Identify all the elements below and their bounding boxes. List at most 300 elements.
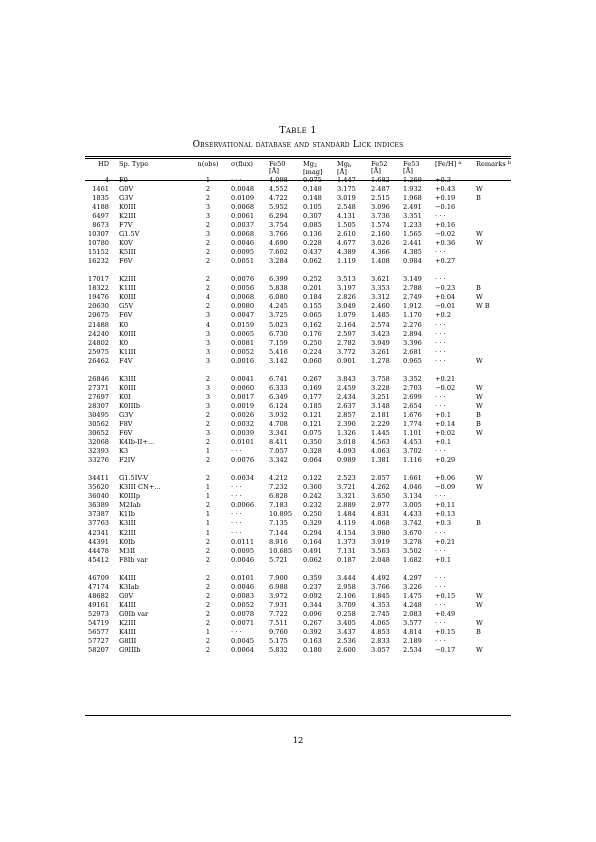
fe53-value: 1.565	[403, 230, 422, 239]
feh-value: · · ·	[435, 275, 446, 284]
fe52-value: 3.766	[371, 582, 390, 591]
feh-value: · · ·	[435, 212, 446, 220]
hd-number: 4	[104, 175, 109, 184]
fe50-value: 6.080	[269, 293, 288, 302]
col-hd: HD	[97, 160, 109, 168]
table-row	[85, 284, 511, 293]
remarks	[473, 176, 511, 185]
remarks	[473, 212, 511, 221]
fe50-value: 10.685	[269, 546, 293, 555]
mgb-value: 2.826	[337, 293, 356, 302]
fe52-value: 2.057	[371, 474, 390, 483]
lick-indices-table	[85, 161, 511, 655]
mg2-value: 0.250	[303, 510, 322, 519]
fe50-value: 3.754	[269, 221, 288, 230]
feh-value: +0.02	[435, 429, 456, 438]
spectral-type: K5III	[119, 248, 136, 257]
hd-number: 58207	[88, 646, 109, 655]
table-body	[85, 176, 511, 655]
mg2-value: 0.294	[303, 528, 322, 537]
remarks	[473, 275, 511, 284]
mg2-value: 0.201	[303, 284, 322, 293]
fe53-value: 4.814	[403, 627, 422, 636]
spectral-type: K0I	[119, 392, 131, 401]
spectral-type: K2III	[119, 275, 136, 284]
mg2-value: 0.136	[303, 230, 322, 239]
remarks: W	[476, 230, 483, 239]
mgb-value: 1.505	[337, 221, 356, 230]
n-obs: 1	[205, 510, 211, 519]
hd-number: 44478	[88, 546, 109, 555]
mgb-value: 4.131	[337, 212, 356, 220]
hd-number: 16232	[88, 257, 109, 266]
mgb-value: 2.459	[337, 383, 356, 392]
remarks: W	[476, 646, 483, 655]
n-obs: 2	[205, 248, 211, 257]
sigma-flux: 0.0041	[231, 374, 255, 383]
mgb-value: 3.321	[337, 492, 356, 501]
sigma-flux: · · ·	[231, 510, 242, 519]
remarks	[473, 320, 511, 329]
hd-number: 19476	[88, 293, 109, 302]
spectral-type: F8V	[119, 419, 133, 428]
table-row	[85, 248, 511, 257]
fe52-value: 3.228	[371, 383, 390, 392]
hd-number: 20630	[88, 302, 109, 311]
mgb-value: 1.119	[337, 257, 356, 266]
mg2-value: 0.329	[303, 519, 322, 528]
hd-number: 10307	[88, 230, 109, 239]
feh-value: · · ·	[435, 347, 446, 356]
remarks	[473, 248, 511, 257]
n-obs: 4	[205, 293, 211, 302]
mgb-value: 2.523	[337, 474, 356, 483]
feh-value: · · ·	[435, 248, 446, 257]
table-header	[85, 161, 511, 176]
mgb-value: 2.637	[337, 401, 356, 410]
mg2-value: 0.242	[303, 492, 322, 501]
spectral-type: K3Iab	[119, 582, 139, 591]
fe50-value: 6.294	[269, 212, 288, 220]
table-row	[85, 573, 511, 582]
sigma-flux: 0.0080	[231, 302, 255, 311]
n-obs: 2	[205, 284, 211, 293]
n-obs: 3	[205, 356, 211, 365]
sigma-flux: · · ·	[231, 528, 242, 537]
mg2-value: 0.155	[303, 302, 322, 311]
feh-value: +0.13	[435, 510, 456, 519]
n-obs: 3	[205, 311, 211, 320]
sigma-flux: 0.0159	[231, 320, 255, 329]
remarks	[473, 610, 511, 619]
fe53-value: 3.351	[403, 212, 422, 220]
table-row	[85, 221, 511, 230]
table-row	[85, 203, 511, 212]
mg2-value: 0.148	[303, 193, 322, 202]
remarks	[473, 456, 511, 465]
remarks	[473, 555, 511, 564]
fe50-value: 3.932	[269, 410, 288, 419]
fe53-value: 1.170	[403, 311, 422, 320]
table-row	[85, 637, 511, 646]
table-row	[85, 375, 511, 384]
hd-number: 27371	[88, 383, 109, 392]
fe53-value: 3.396	[403, 338, 422, 347]
col-nobs: n(obs)	[197, 160, 219, 168]
n-obs: 3	[205, 230, 211, 239]
n-obs: 1	[205, 627, 211, 636]
n-obs: 2	[205, 582, 211, 591]
remarks	[473, 546, 511, 555]
mg2-value: 0.075	[303, 429, 322, 438]
feh-value: · · ·	[435, 573, 446, 582]
mg2-value: 0.177	[303, 392, 322, 401]
fe53-value: 4.297	[403, 573, 422, 582]
feh-value: −0.01	[435, 302, 456, 311]
n-obs: 2	[205, 419, 211, 428]
mg2-value: 0.062	[303, 555, 322, 564]
sigma-flux: 0.0056	[231, 284, 255, 293]
hd-number: 1835	[92, 193, 109, 202]
spectral-type: K2III	[119, 528, 136, 537]
mgb-value: 4.093	[337, 447, 356, 456]
n-obs: 2	[205, 221, 211, 230]
fe50-value: 7.511	[269, 618, 288, 627]
sigma-flux: 0.0052	[231, 347, 255, 356]
spectral-type: F6V	[119, 311, 133, 320]
spectral-type: F0	[119, 175, 128, 184]
mgb-value: 2.600	[337, 646, 356, 655]
fe52-value: 2.160	[371, 230, 390, 239]
sigma-flux: 0.0052	[231, 600, 255, 609]
fe53-value: 3.005	[403, 501, 422, 510]
mgb-value: 2.958	[337, 582, 356, 591]
hd-number: 47174	[88, 582, 109, 591]
remarks: W	[476, 239, 483, 248]
fe50-value: 6.741	[269, 374, 288, 383]
table-row	[85, 302, 511, 311]
n-obs: 2	[205, 374, 211, 383]
n-obs: 2	[205, 184, 211, 193]
remarks	[473, 203, 511, 212]
table-row	[85, 619, 511, 628]
hd-number: 30652	[88, 429, 109, 438]
fe50-value: 4.690	[269, 239, 288, 248]
spectral-type: K0III	[119, 329, 136, 338]
fe52-value: 2.229	[371, 419, 390, 428]
fe52-value: 3.736	[371, 212, 390, 220]
mgb-value: 4.154	[337, 528, 356, 537]
spectral-type: K0III	[119, 202, 136, 211]
sigma-flux: 0.0101	[231, 573, 255, 582]
fe53-value: 3.226	[403, 582, 422, 591]
sigma-flux: 0.0051	[231, 257, 255, 266]
hd-number: 20675	[88, 311, 109, 320]
n-obs: 1	[205, 519, 211, 528]
hd-number: 34411	[88, 474, 109, 483]
mg2-value: 0.062	[303, 257, 322, 266]
spectral-type: G0Ib var	[119, 609, 149, 618]
hd-number: 1461	[92, 184, 109, 193]
remarks	[473, 537, 511, 546]
fe50-value: 3.766	[269, 230, 288, 239]
remarks	[473, 347, 511, 356]
group-spacer	[85, 366, 511, 375]
hd-number: 42341	[88, 528, 109, 537]
remarks	[473, 573, 511, 582]
n-obs: 2	[205, 609, 211, 618]
table-row	[85, 483, 511, 492]
hd-number: 25975	[88, 347, 109, 356]
fe53-value: 2.276	[403, 320, 422, 329]
table-row	[85, 628, 511, 637]
fe52-value: 1.682	[371, 175, 390, 184]
n-obs: 3	[205, 338, 211, 347]
sigma-flux: 0.0034	[231, 474, 255, 483]
feh-value: · · ·	[435, 447, 446, 456]
spectral-type: K0	[119, 338, 129, 347]
table-row	[85, 176, 511, 185]
n-obs: 1	[205, 528, 211, 537]
hd-number: 33276	[88, 456, 109, 465]
fe53-value: 1.269	[403, 175, 422, 184]
mgb-value: 0.901	[337, 356, 356, 365]
table-row	[85, 510, 511, 519]
mgb-value: 1.373	[337, 537, 356, 546]
remarks: W	[476, 356, 483, 365]
fe52-value: 3.563	[371, 546, 390, 555]
fe52-value: 3.621	[371, 275, 390, 284]
feh-value: · · ·	[435, 392, 446, 401]
sigma-flux: · · ·	[231, 492, 242, 501]
fe53-value: 2.894	[403, 329, 422, 338]
hd-number: 17017	[88, 275, 109, 284]
spectral-type: K2III	[119, 212, 136, 220]
fe50-value: 4.245	[269, 302, 288, 311]
fe53-value: 2.534	[403, 646, 422, 655]
fe52-value: 4.366	[371, 248, 390, 257]
mg2-value: 0.122	[303, 474, 322, 483]
mg2-value: 0.075	[303, 175, 322, 184]
table-row	[85, 356, 511, 365]
feh-value: +0.1	[435, 438, 452, 447]
fe52-value: 3.026	[371, 239, 390, 248]
hd-number: 8673	[92, 221, 109, 230]
sigma-flux: 0.0078	[231, 609, 255, 618]
feh-value: +0.49	[435, 609, 456, 618]
group-spacer	[85, 465, 511, 474]
fe52-value: 1.845	[371, 591, 390, 600]
fe50-value: 7.722	[269, 609, 288, 618]
fe53-value: 2.703	[403, 383, 422, 392]
remarks	[473, 338, 511, 347]
fe53-value: 2.491	[403, 202, 422, 211]
n-obs: 3	[205, 347, 211, 356]
spectral-type: K1III	[119, 284, 136, 293]
n-obs: 1	[205, 492, 211, 501]
fe52-value: 1.278	[371, 356, 390, 365]
remarks: B	[476, 519, 481, 528]
fe50-value: 6.333	[269, 383, 288, 392]
mg2-value: 0.184	[303, 293, 322, 302]
top-rule-double	[85, 158, 511, 159]
mgb-value: 3.018	[337, 438, 356, 447]
n-obs: 3	[205, 429, 211, 438]
fe53-value: 4.453	[403, 438, 422, 447]
fe52-value: 1.574	[371, 221, 390, 230]
mg2-value: 0.162	[303, 320, 322, 329]
fe52-value: 4.065	[371, 618, 390, 627]
sigma-flux: 0.0111	[231, 537, 255, 546]
feh-value: +0.1	[435, 410, 452, 419]
table-row	[85, 438, 511, 447]
sigma-flux: 0.0068	[231, 293, 255, 302]
spectral-type: G9IIIb	[119, 646, 141, 655]
spectral-type: G0V	[119, 591, 134, 600]
sigma-flux: 0.0066	[231, 501, 255, 510]
fe50-value: 7.900	[269, 573, 288, 582]
remarks	[473, 311, 511, 320]
mgb-value: 3.405	[337, 618, 356, 627]
remarks: B	[476, 419, 481, 428]
hd-number: 30495	[88, 410, 109, 419]
hd-number: 57727	[88, 637, 109, 646]
fe52-value: 2.487	[371, 184, 390, 193]
spectral-type: K0Ib	[119, 537, 135, 546]
table-row	[85, 456, 511, 465]
feh-value: +0.16	[435, 221, 456, 230]
col-feh: [Fe/H] $^a$	[435, 160, 462, 168]
hd-number: 36040	[88, 492, 109, 501]
spectral-type: K1III	[119, 347, 136, 356]
spectral-type: G3V	[119, 193, 134, 202]
remarks	[473, 329, 511, 338]
feh-value: · · ·	[435, 338, 446, 347]
hd-number: 4188	[92, 202, 109, 211]
feh-value: · · ·	[435, 401, 446, 410]
remarks	[473, 637, 511, 646]
fe53-value: 1.774	[403, 419, 422, 428]
feh-value: −0.16	[435, 202, 456, 211]
mgb-value: 3.049	[337, 302, 356, 311]
sigma-flux: 0.0047	[231, 311, 255, 320]
spectral-type: K0III	[119, 293, 136, 302]
mg2-value: 0.096	[303, 609, 322, 618]
fe53-value: 4.433	[403, 510, 422, 519]
mgb-value: 3.019	[337, 193, 356, 202]
feh-value: +0.15	[435, 591, 456, 600]
remarks: W	[476, 474, 483, 483]
hd-number: 56577	[88, 627, 109, 636]
fe53-value: 3.742	[403, 519, 422, 528]
hd-number: 24240	[88, 329, 109, 338]
hd-number: 27697	[88, 392, 109, 401]
mgb-value: 2.536	[337, 637, 356, 646]
mg2-value: 0.176	[303, 329, 322, 338]
sigma-flux: 0.0076	[231, 275, 255, 284]
mg2-value: 0.359	[303, 573, 322, 582]
fe50-value: 6.349	[269, 392, 288, 401]
mg2-value: 0.148	[303, 184, 322, 193]
sigma-flux: 0.0045	[231, 637, 255, 646]
mgb-value: 2.106	[337, 591, 356, 600]
fe52-value: 3.650	[371, 492, 390, 501]
mg2-value: 0.105	[303, 202, 322, 211]
mg2-value: 0.344	[303, 600, 322, 609]
fe53-value: 1.912	[403, 302, 422, 311]
fe50-value: 8.411	[269, 438, 288, 447]
fe52-value: 4.492	[371, 573, 390, 582]
hd-number: 30562	[88, 419, 109, 428]
sigma-flux: 0.0039	[231, 429, 255, 438]
table-row	[85, 420, 511, 429]
table-row	[85, 492, 511, 501]
fe50-value: 7.159	[269, 338, 288, 347]
sigma-flux: 0.0081	[231, 338, 255, 347]
sigma-flux: 0.0076	[231, 456, 255, 465]
fe52-value: 2.460	[371, 302, 390, 311]
sigma-flux: 0.0017	[231, 392, 255, 401]
col-remarks: Remarks $^b$	[476, 160, 511, 168]
table-row	[85, 384, 511, 393]
fe50-value: 6.828	[269, 492, 288, 501]
table-row	[85, 546, 511, 555]
fe52-value: 3.057	[371, 646, 390, 655]
table-row	[85, 293, 511, 302]
mg2-value: 0.164	[303, 537, 322, 546]
remarks	[473, 375, 511, 384]
feh-value: · · ·	[435, 546, 446, 555]
fe53-value: 2.681	[403, 347, 422, 356]
table-row	[85, 528, 511, 537]
sigma-flux: 0.0065	[231, 329, 255, 338]
fe50-value: 7.144	[269, 528, 288, 537]
table-caption: Observational database and standard Lick indices	[192, 140, 404, 150]
feh-value: +0.27	[435, 257, 456, 266]
table-row	[85, 393, 511, 402]
spectral-type: K3III CN+...	[119, 483, 161, 492]
hd-number: 26846	[88, 374, 109, 383]
mgb-value: 4.677	[337, 239, 356, 248]
n-obs: 3	[205, 329, 211, 338]
fe53-value: 3.149	[403, 275, 422, 284]
spectral-type: K0III	[119, 383, 136, 392]
col-sp-type: Sp. Type	[119, 160, 149, 168]
feh-value: +0.2	[435, 311, 452, 320]
table-row	[85, 329, 511, 338]
feh-value: −0.23	[435, 284, 456, 293]
remarks: W	[476, 383, 483, 392]
feh-value: · · ·	[435, 637, 446, 646]
fe53-value: 2.654	[403, 401, 422, 410]
fe52-value: 2.574	[371, 320, 390, 329]
sigma-flux: 0.0068	[231, 230, 255, 239]
remarks: W B	[476, 302, 490, 311]
fe52-value: 4.563	[371, 438, 390, 447]
feh-value: +0.21	[435, 374, 456, 383]
mg2-value: 0.121	[303, 410, 322, 419]
sigma-flux: 0.0046	[231, 555, 255, 564]
sigma-flux: · · ·	[231, 627, 242, 636]
fe50-value: 4.722	[269, 193, 288, 202]
sigma-flux: 0.0019	[231, 401, 255, 410]
hd-number: 26462	[88, 356, 109, 365]
spectral-type: K3III	[119, 374, 136, 383]
fe50-value: 7.057	[269, 447, 288, 456]
table-row	[85, 230, 511, 239]
spectral-type: K2III	[119, 618, 136, 627]
mg2-value: 0.085	[303, 221, 322, 230]
